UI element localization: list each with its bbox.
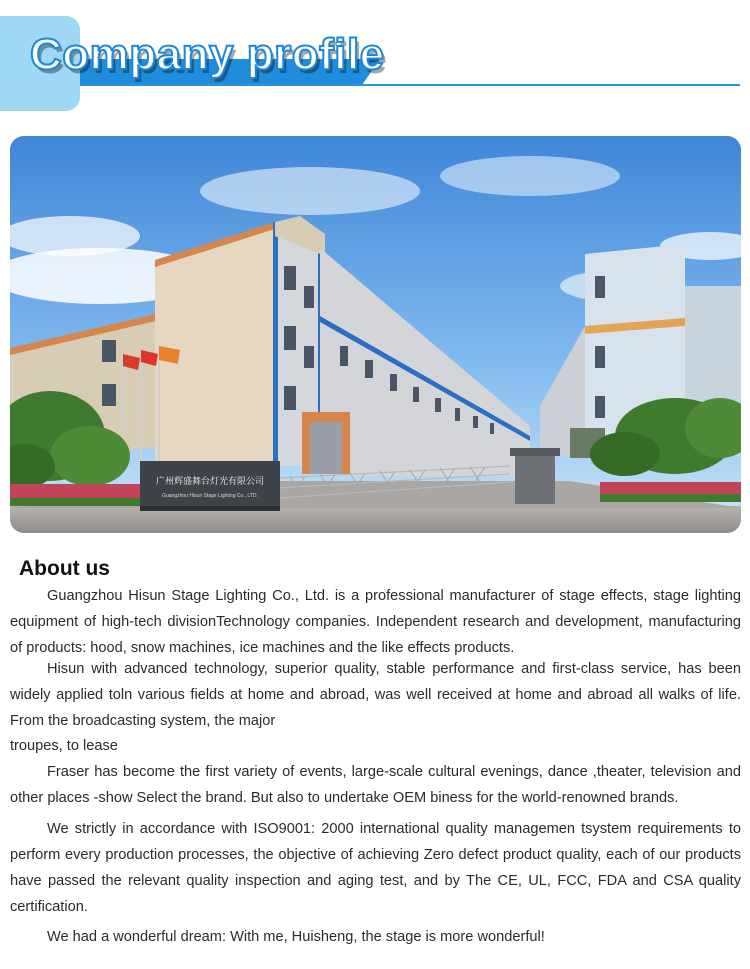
about-heading: About us [19,557,110,580]
sign-english-name: Guangzhou Hisun Stage Lighting Co., LTD. [162,493,258,499]
about-paragraph-quality: We strictly in accordance with ISO9001: 2000 international quality managemen tsystem requirements to perform every production processes, the objective of achieving Zero defect product quality, each of our products have passed the relevant quality inspection and aging test, and by The CE, UL, FCC, FDA and CSA quality certification. [10,821,741,915]
about-paragraph-brand: Fraser has become the first variety of events, large-scale cultural evenings, dance ,theater, television and other places -show Select the brand. But also to undertake OEM biness for the world-renowned brands. [10,764,741,806]
about-paragraph-troupes: troupes, to lease [10,738,118,754]
factory-photo [10,136,741,533]
header-rule [80,84,740,86]
page-title: Company profile [30,30,385,79]
about-paragraph-intro: Guangzhou Hisun Stage Lighting Co., Ltd. is a professional manufacturer of stage effects, stage lighting equipment of high-tech divisionTechnology companies. Independent research and development, manufacturing of products: hood, snow machines, ice machines and the like effects products. [10,588,741,656]
section-header [0,0,750,112]
about-paragraph-dream: We had a wonderful dream: With me, Huisheng, the stage is more wonderful! [47,929,545,945]
about-paragraph-technology: Hisun with advanced technology, superior quality, stable performance and first-class service, has been widely applied toln various fields at home and abroad, was well received at home and abroad all walks of life. From the broadcasting system, the major [10,661,741,729]
sign-chinese-name: 广州辉盛舞台灯光有限公司 [155,477,265,487]
